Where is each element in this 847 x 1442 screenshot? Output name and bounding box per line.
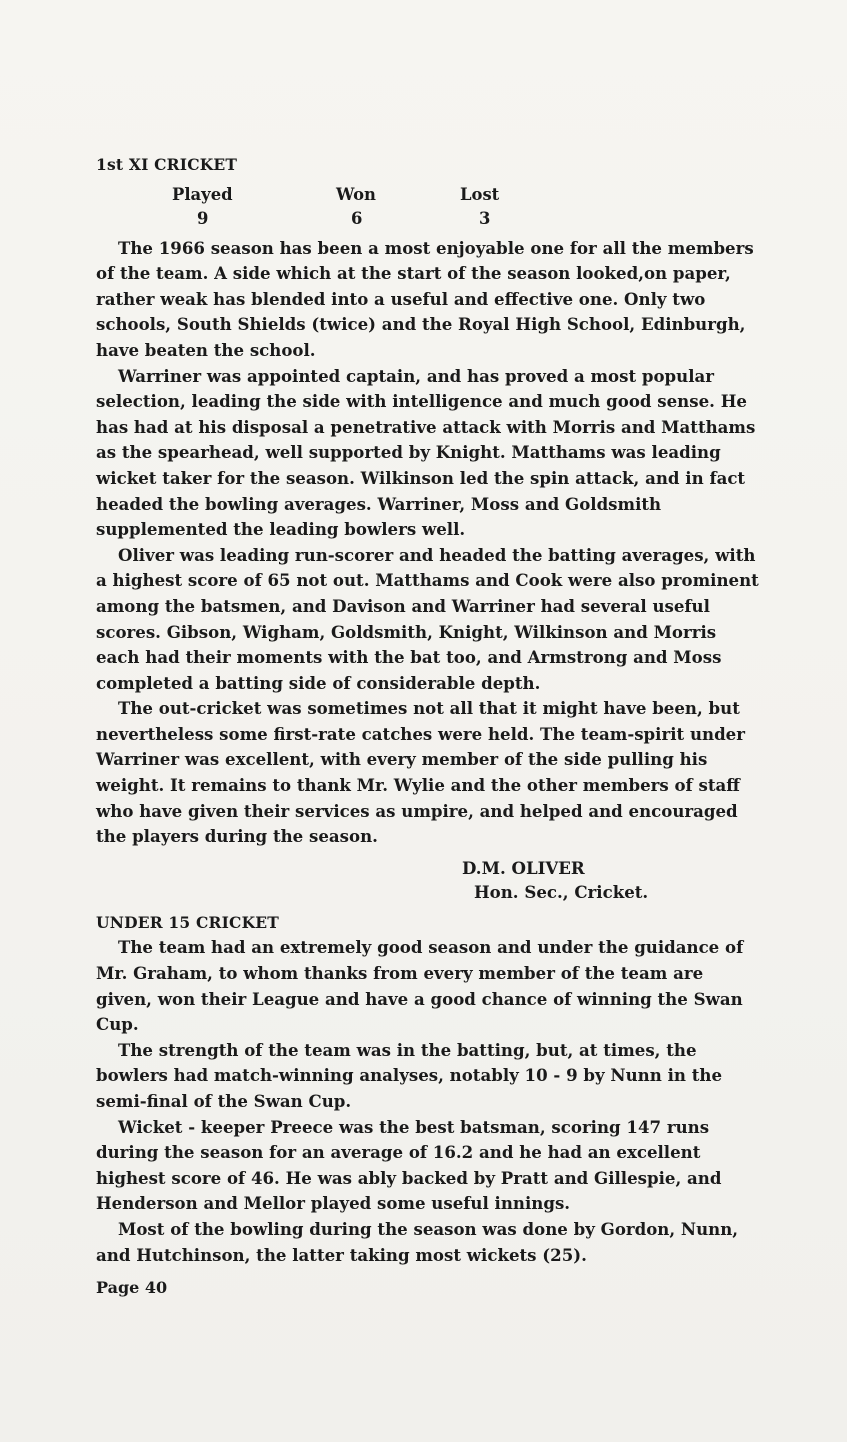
under15-paragraph: The strength of the team was in the batting, but, at times, the bowlers had match-winning analyses, notably 10 - 9 by Nunn in the semi-final of the Swan Cup.	[96, 1039, 723, 1111]
first-xi-paragraph: The 1966 season has been a most enjoyable one for all the members of the team. A side which at the start of the season looked,on paper, rather weak has blended into a useful and effective one. Only two schools, South Shields (twice) and the Royal High School, Edinburgh, have beaten the school.	[96, 237, 754, 360]
first-xi-paragraph: The out-cricket was sometimes not all that it might have been, but nevertheless some first-rate catches were held. The team-spirit under Warriner was excellent, with every member of the side pulling his weight. It remains to thank Mr. Wylie and the other members of staff who have given their services as umpire, and helped and encouraged the players during the season.	[96, 698, 745, 847]
played-value: 9	[197, 208, 209, 228]
won-label: Won	[336, 184, 376, 204]
results-table	[96, 184, 760, 236]
under15-paragraph: Wicket - keeper Preece was the best batsman, scoring 147 runs during the season for an average of 16.2 and he had an excellent highest score of 46. He was ably backed by Pratt and Gillespie, and Henderson and Mellor played some useful innings.	[96, 1116, 722, 1214]
page-number: Page 40	[96, 1278, 168, 1297]
played-label: Played	[172, 184, 233, 204]
won-value: 6	[351, 208, 363, 228]
first-xi-heading: 1st XI CRICKET	[96, 155, 238, 174]
first-xi-paragraph: Oliver was leading run-scorer and headed the batting averages, with a highest score of 65 not out. Matthams and Cook were also prominent among the batsmen, and Davison and Warriner had several useful scores. Gibson, Wigham, Goldsmith, Knight, Wilkinson and Morris each had their moments with the bat too, and Armstrong and Moss completed a batting side of considerable depth.	[96, 544, 759, 693]
under15-paragraph: The team had an extremely good season and under the guidance of Mr. Graham, to whom thanks from every member of the team are given, won their League and have a good chance of winning the Swan Cup.	[96, 937, 744, 1035]
page-content	[96, 152, 760, 1268]
signature-block	[462, 856, 760, 904]
first-xi-paragraph: Warriner was appointed captain, and has proved a most popular selection, leading the side with intelligence and much good sense. He has had at his disposal a penetrative attack with Morris and Matthams as the spearhead, well supported by Knight. Matthams was leading wicket taker for the season. Wilkinson led the spin attack, and in fact headed the bowling averages. Warriner, Moss and Goldsmith supplemented the leading bowlers well.	[96, 365, 756, 540]
signature-title: Hon. Sec., Cricket.	[474, 881, 649, 902]
signature-name: D.M. OLIVER	[462, 857, 585, 878]
lost-label: Lost	[460, 184, 500, 204]
under15-paragraph: Most of the bowling during the season was done by Gordon, Nunn, and Hutchinson, the latter taking most wickets (25).	[96, 1218, 739, 1265]
under15-heading: UNDER 15 CRICKET	[96, 912, 280, 932]
lost-value: 3	[479, 208, 491, 228]
